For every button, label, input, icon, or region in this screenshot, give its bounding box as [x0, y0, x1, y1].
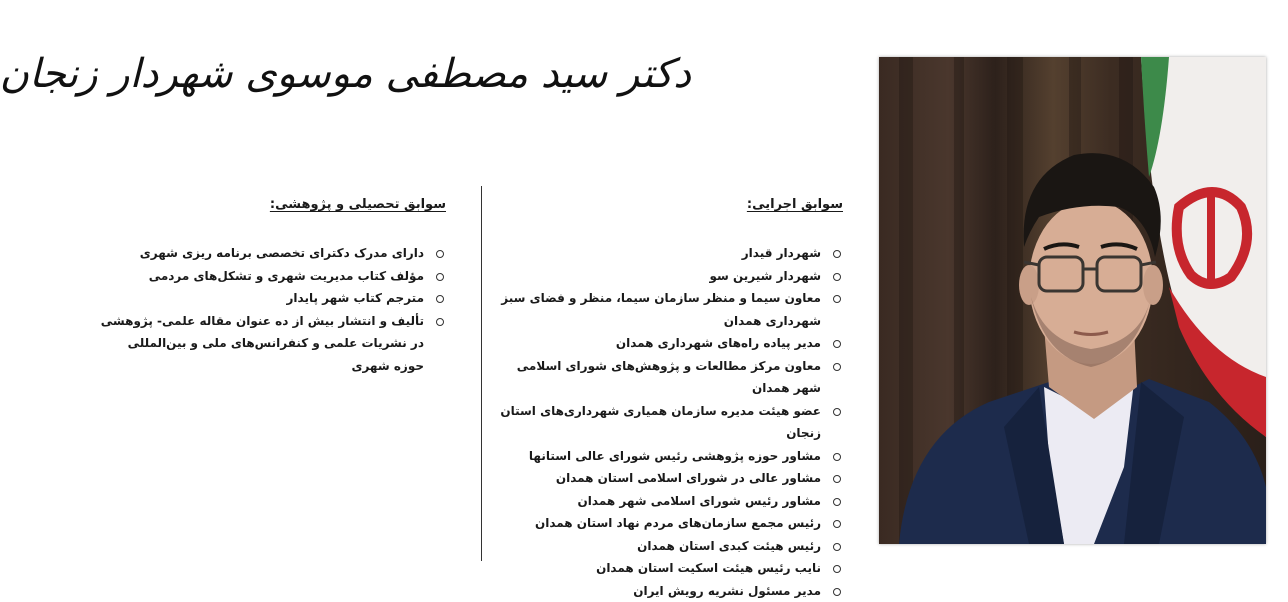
portrait-illustration: [879, 57, 1266, 544]
list-item: تألیف و انتشار بیش از ده عنوان مقاله علمی- پژوهشی در نشریات علمی و کنفرانس‌های ملی و بین‌المللی حوزه شهری: [98, 310, 446, 378]
list-item: مشاور حوزه پژوهشی رئیس شورای عالی استانها: [498, 445, 843, 468]
list-item: معاون سیما و منظر سازمان سیما، منظر و فضای سبز شهرداری همدان: [498, 287, 843, 332]
academic-list: [98, 242, 446, 377]
list-item: معاون مرکز مطالعات و پژوهش‌های شورای اسلامی شهر همدان: [498, 355, 843, 400]
list-item: مؤلف کتاب مدیریت شهری و تشکل‌های مردمی: [98, 265, 446, 288]
list-item: رئیس مجمع سازمان‌های مردم نهاد استان همدان: [498, 512, 843, 535]
list-item: مشاور عالی در شورای اسلامی استان همدان: [498, 467, 843, 490]
list-item: عضو هیئت مدیره سازمان همیاری شهرداری‌های استان زنجان: [498, 400, 843, 445]
portrait-photo: [879, 57, 1266, 544]
list-item: شهردار شیرین سو: [498, 265, 843, 288]
executive-section: [498, 193, 843, 602]
academic-heading: سوابق تحصیلی و پژوهشی:: [98, 193, 446, 217]
list-item: مدیر پیاده راه‌های شهرداری همدان: [498, 332, 843, 355]
list-item: مشاور رئیس شورای اسلامی شهر همدان: [498, 490, 843, 513]
list-item: مدیر مسئول نشریه رویش ایران: [498, 580, 843, 602]
list-item: نایب رئیس هیئت اسکیت استان همدان: [498, 557, 843, 580]
list-item: دارای مدرک دکترای تخصصی برنامه ریزی شهری: [98, 242, 446, 265]
executive-heading: سوابق اجرایی:: [498, 193, 843, 217]
flag-illustration: [1141, 57, 1266, 437]
list-item: رئیس هیئت کبدی استان همدان: [498, 535, 843, 558]
column-divider: [481, 186, 482, 561]
list-item: شهردار قیدار: [498, 242, 843, 265]
executive-list: [498, 242, 843, 602]
academic-section: [98, 193, 446, 377]
list-item: مترجم کتاب شهر پایدار: [98, 287, 446, 310]
page-title: دکتر سید مصطفی موسوی شهردار زنجان: [266, 34, 691, 114]
